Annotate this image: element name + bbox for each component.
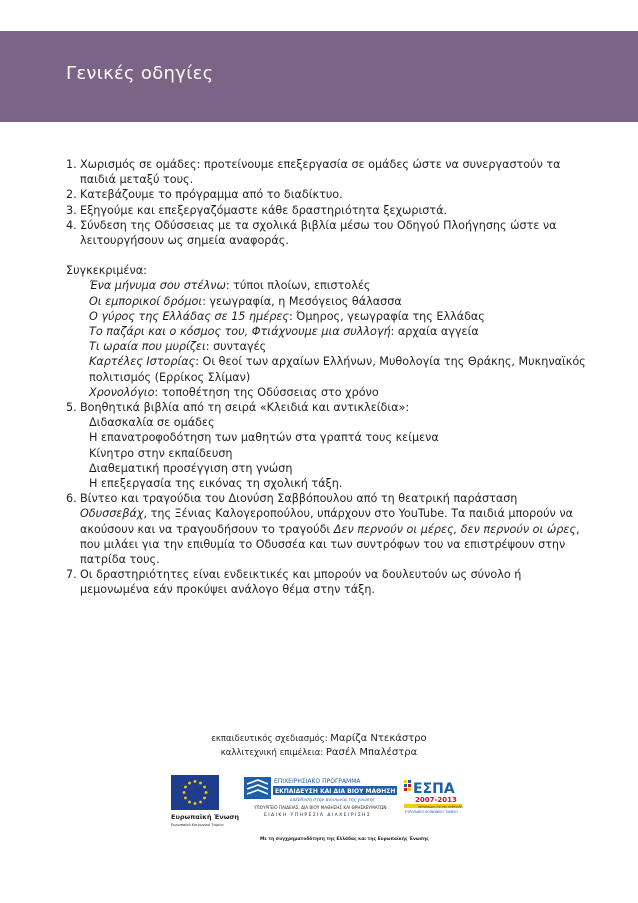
eu-star-icon xyxy=(188,782,191,785)
book-item: Διδασκαλία σε ομάδες xyxy=(89,416,215,430)
book-item: Διαθεματική προσέγγιση στη γνώση xyxy=(89,461,293,475)
list-item: 4. Σύνδεση της Οδύσσειας με τα σχολικά βιβλία μέσω του Οδηγού Πλοήγησης ώστε να λειτουργήσουν ως σημεία αναφοράς. xyxy=(66,218,557,248)
book-item: Η επανατροφοδότηση των μαθητών στα γραπτά τους κείμενα xyxy=(89,431,439,445)
list-item: 7. Οι δραστηριότητες είναι ενδεικτικές και μπορούν να δουλευτούν ως σύνολο ή μεμονωμένα εάν προκύψει ανάλογο θέμα στην τάξη. xyxy=(66,568,522,597)
eu-star-icon xyxy=(199,782,202,785)
eu-star-icon xyxy=(194,802,197,805)
credit-design: εκπαιδευτικός σχεδιασμός: Μαρίζα Ντεκάστρο xyxy=(211,733,427,744)
program-logo-icon xyxy=(244,777,271,799)
list-item: 1. Χωρισμός σε ομάδες: προτείνουμε επεξεργασία σε ομάδες ώστε να συνεργαστούν τα παιδιά μεταξύ τους. xyxy=(66,158,561,187)
program-motto: επένδυση στην κοινωνία της γνώσης xyxy=(290,798,375,803)
book-item: Κίνητρο στην εκπαίδευση xyxy=(89,446,233,460)
item-text: Βίντεο και τραγούδια του Διονύση Σαββόπουλου από τη θεατρική παράσταση Οδυσσεβάχ, της Ξένιας Καλογεροπούλου, υπάρχουν στο YouTube. Τα παιδιά μπορούν να ακούσουν και να τραγουδήσουν το τραγούδι Δεν περνούν οι μέρες, δεν περνούν οι ώρες, που μιλάει για την επιθυμία το Οδυσσέα και των συντρόφων του να επιστρέψουν στην πατρίδα τους. xyxy=(80,492,580,567)
cofinance-note: Με τη συγχρηματοδότηση της Ελλάδας και της Ευρωπαϊκής Ένωσης xyxy=(260,837,429,842)
eu-star-icon xyxy=(183,791,186,794)
header-banner xyxy=(0,31,638,122)
eu-star-icon xyxy=(199,801,202,804)
ministry: ΥΠΟΥΡΓΕΙΟ ΠΑΙΔΕΙΑΣ, ΔΙΑ ΒΙΟΥ ΜΑΘΗΣΗΣ ΚΑΙ ΘΡΗΣΚΕΥΜΑΤΩΝ xyxy=(254,805,387,810)
espa-motto: πρόγραμμα για την ανάπτυξη xyxy=(418,804,463,809)
page-title: Γενικές οδηγίες xyxy=(66,63,214,84)
eu-star-icon xyxy=(184,797,187,800)
specific-item: Ο γύρος της Ελλάδας σε 15 ημέρες: Όμηρος, γεωγραφία της Ελλάδας xyxy=(89,309,485,323)
specific-item: Τι ωραία που μυρίζει: συνταγές xyxy=(89,340,267,354)
espa-fund: ΕΥΡΩΠΑΪΚΟ ΚΟΙΝΩΝΙΚΟ ΤΑΜΕΙΟ xyxy=(405,810,458,814)
book-item: Η επεξεργασία της εικόνας τη σχολική τάξη. xyxy=(89,477,343,491)
specific-item: Ένα μήνυμα σου στέλνω: τύποι πλοίων, επιστολές xyxy=(89,279,371,293)
specific-item: Οι εμπορικοί δρόμοι: γεωγραφία, η Μεσόγειος θάλασσα xyxy=(89,294,402,308)
eu-star-icon xyxy=(188,801,191,804)
eu-star-icon xyxy=(203,797,206,800)
instructions-list xyxy=(66,157,586,598)
program-title: ΕΠΙΧΕΙΡΗΣΙΑΚΟ ΠΡΟΓΡΑΜΜΑ xyxy=(274,778,361,785)
sponsor-logos-graphic xyxy=(168,772,476,844)
list-item: 3. Εξηγούμε και επεξεργαζόμαστε κάθε δραστηριότητα ξεχωριστά. xyxy=(66,203,448,217)
eu-label: Ευρωπαϊκή Ένωση xyxy=(171,813,240,821)
program-name: ΕΚΠΑΙΔΕΥΣΗ ΚΑΙ ΔΙΑ ΒΙΟΥ ΜΑΘΗΣΗ xyxy=(275,788,396,795)
eu-star-icon xyxy=(203,786,206,789)
eu-star-icon xyxy=(194,780,197,783)
list-item: 5. Βοηθητικά βιβλία από τη σειρά «Κλειδιά και αντικλείδια»: xyxy=(66,401,410,415)
eu-star-icon xyxy=(184,786,187,789)
espa-logo-icon xyxy=(404,780,411,791)
espa-title: ΕΣΠΑ xyxy=(413,781,455,797)
specific-item: Καρτέλες Ιστορίας: Οι θεοί των αρχαίων Ελλήνων, Μυθολογία της Θράκης, Μυκηναϊκός πολιτισμός (Ερρίκος Σλίμαν) xyxy=(89,355,586,384)
list-item: 2. Κατεβάζουμε το πρόγραμμα από το διαδίκτυο. xyxy=(66,188,343,202)
specific-item: Χρονολόγιο: τοποθέτηση της Οδύσσειας στο χρόνο xyxy=(89,385,379,399)
espa-years: 2007-2013 xyxy=(415,796,457,804)
eu-star-icon xyxy=(205,791,208,794)
credit-art: καλλιτεχνική επιμέλεια: Ρασέλ Μπαλέστρα xyxy=(220,747,418,758)
list-item: 6. Βίντεο και τραγούδια του Διονύση Σαββόπουλου από τη θεατρική παράσταση Οδυσσεβάχ, της Ξένιας Καλογεροπούλου, υπάρχουν στο YouTube. Τα παιδιά μπορούν να ακούσουν και να τραγουδήσουν το τραγούδι Δεν περνούν οι μέρες, δεν περνούν οι ώρες, που μιλάει για την επιθυμία το Οδυσσέα και των συντρόφων του να επιστρέψουν στην πατρίδα τους. xyxy=(66,491,586,567)
sponsor-logos xyxy=(168,772,476,844)
special-unit: ΕΙΔΙΚΗ ΥΠΗΡΕΣΙΑ ΔΙΑΧΕΙΡΙΣΗΣ xyxy=(264,813,372,818)
specifically-label: Συγκεκριμένα: xyxy=(66,264,147,278)
eu-sub: Ευρωπαϊκό Κοινωνικό Ταμείο xyxy=(171,823,224,827)
specific-item: Το παζάρι και ο κόσμος του, Φτιάχνουμε μια συλλογή: αρχαία αγγεία xyxy=(89,325,479,339)
